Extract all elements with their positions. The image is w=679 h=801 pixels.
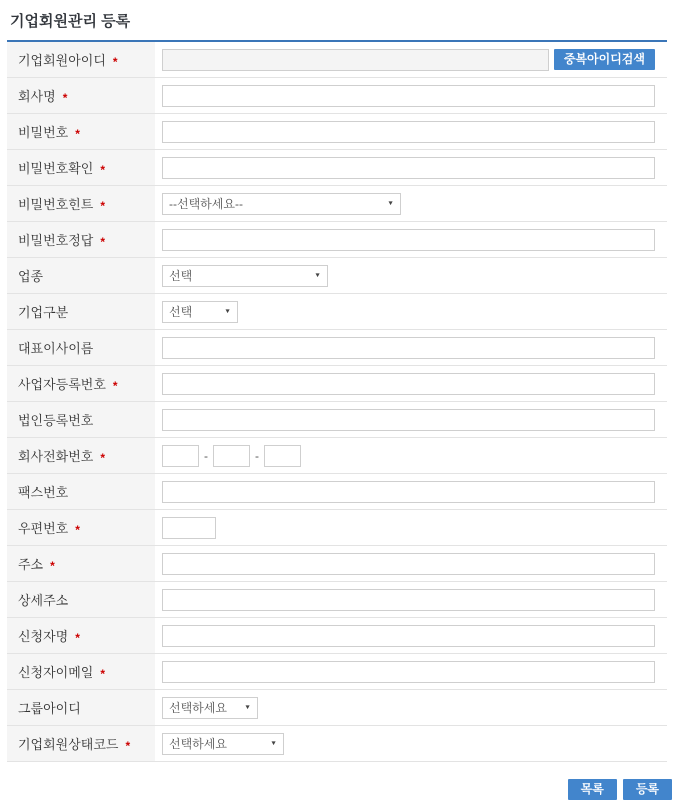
field-label-password-confirm (7, 150, 155, 185)
form-row-company-type (7, 294, 667, 330)
ceo-name-input[interactable] (162, 337, 655, 359)
required-marker: * (75, 630, 80, 645)
field-label-text: 그룹아이디 (18, 701, 81, 716)
field-value-cell (155, 42, 667, 77)
corporate-id-input[interactable] (162, 49, 549, 71)
field-label-fax-number (7, 474, 155, 509)
fax-number-input[interactable] (162, 481, 655, 503)
field-label-password (7, 114, 155, 149)
company-type-select[interactable] (162, 301, 238, 323)
form-row-zipcode (7, 510, 667, 546)
required-marker: * (100, 162, 106, 177)
form-row-applicant-name (7, 618, 667, 654)
field-label-address (7, 546, 155, 581)
field-value-cell (155, 330, 667, 365)
field-label-text: 기업회원아이디 (18, 53, 106, 68)
dropdown-arrow-icon: ▼ (270, 740, 277, 747)
required-marker: * (112, 378, 118, 393)
corporate-member-form (7, 40, 667, 762)
address-detail-input[interactable] (162, 589, 655, 611)
business-reg-number-input[interactable] (162, 373, 655, 395)
field-label-text: 상세주소 (18, 593, 69, 608)
zipcode-input[interactable] (162, 517, 216, 539)
field-value-cell (155, 294, 667, 329)
field-label-applicant-email (7, 654, 155, 689)
required-marker: * (125, 738, 131, 753)
form-row-industry (7, 258, 667, 294)
field-value-cell (155, 474, 667, 509)
form-row-applicant-email (7, 654, 667, 690)
field-label-text: 비밀번호정답 (18, 233, 94, 248)
selected-option-label: --선택하세요-- (169, 197, 243, 211)
field-value-cell (155, 186, 667, 221)
password-answer-input[interactable] (162, 229, 655, 251)
required-marker: * (100, 666, 106, 681)
field-label-text: 대표이사이름 (18, 341, 94, 356)
field-value-cell (155, 438, 667, 473)
field-label-text: 비밀번호힌트 (18, 197, 94, 212)
form-row-password-confirm (7, 150, 667, 186)
selected-option-label: 선택 (169, 269, 193, 283)
required-marker: * (75, 126, 80, 141)
form-row-password-hint (7, 186, 667, 222)
field-label-group-id (7, 690, 155, 725)
field-label-text: 회사명 (18, 89, 56, 104)
field-label-text: 사업자등록번호 (18, 377, 106, 392)
phone-part1-input[interactable] (162, 445, 199, 467)
field-value-cell (155, 150, 667, 185)
selected-option-label: 선택하세요 (169, 737, 227, 751)
field-value-cell (155, 78, 667, 113)
field-label-text: 신청자이메일 (18, 665, 94, 680)
required-marker: * (100, 198, 106, 213)
field-value-cell (155, 618, 667, 653)
field-label-address-detail (7, 582, 155, 617)
field-label-password-hint (7, 186, 155, 221)
field-label-text: 팩스번호 (18, 485, 69, 500)
field-value-cell (155, 258, 667, 293)
field-label-company-phone (7, 438, 155, 473)
form-row-ceo-name (7, 330, 667, 366)
dropdown-arrow-icon: ▼ (244, 704, 251, 711)
list-button[interactable]: 목록 (568, 779, 617, 800)
field-label-corporate-id (7, 42, 155, 77)
dropdown-arrow-icon: ▼ (224, 308, 231, 315)
password-confirm-input[interactable] (162, 157, 655, 179)
form-row-corporate-reg-number (7, 402, 667, 438)
required-marker: * (112, 54, 118, 69)
field-value-cell (155, 690, 667, 725)
phone-separator: - (255, 448, 259, 463)
applicant-name-input[interactable] (162, 625, 655, 647)
applicant-email-input[interactable] (162, 661, 655, 683)
footer-actions (7, 779, 672, 800)
address-input[interactable] (162, 553, 655, 575)
required-marker: * (50, 558, 55, 573)
form-row-business-reg-number (7, 366, 667, 402)
form-row-company-phone (7, 438, 667, 474)
field-label-text: 주소 (18, 557, 44, 572)
field-label-company-name (7, 78, 155, 113)
required-marker: * (75, 522, 80, 537)
form-row-address (7, 546, 667, 582)
required-marker: * (100, 234, 106, 249)
field-label-text: 신청자명 (18, 629, 69, 644)
field-label-corporate-reg-number (7, 402, 155, 437)
field-label-text: 법인등록번호 (18, 413, 94, 428)
field-label-business-reg-number (7, 366, 155, 401)
field-value-cell (155, 582, 667, 617)
page-title: 기업회원관리 등록 (10, 13, 131, 30)
corporate-reg-number-input[interactable] (162, 409, 655, 431)
selected-option-label: 선택하세요 (169, 701, 227, 715)
field-value-cell (155, 366, 667, 401)
selected-option-label: 선택 (169, 305, 193, 319)
form-row-corporate-id (7, 42, 667, 78)
field-value-cell (155, 654, 667, 689)
dropdown-arrow-icon: ▼ (314, 272, 321, 279)
field-label-applicant-name (7, 618, 155, 653)
dropdown-arrow-icon: ▼ (387, 200, 394, 207)
password-input[interactable] (162, 121, 655, 143)
member-status-select[interactable] (162, 733, 284, 755)
company-name-input[interactable] (162, 85, 655, 107)
field-label-text: 업종 (18, 269, 44, 284)
password-hint-select[interactable] (162, 193, 401, 215)
field-label-company-type (7, 294, 155, 329)
form-row-company-name (7, 78, 667, 114)
form-row-fax-number (7, 474, 667, 510)
field-value-cell (155, 402, 667, 437)
form-row-password-answer (7, 222, 667, 258)
required-marker: * (100, 450, 106, 465)
field-label-ceo-name (7, 330, 155, 365)
form-row-member-status-code (7, 726, 667, 762)
field-label-password-answer (7, 222, 155, 257)
industry-select[interactable] (162, 265, 328, 287)
form-row-address-detail (7, 582, 667, 618)
field-value-cell (155, 546, 667, 581)
field-value-cell (155, 114, 667, 149)
field-label-text: 기업회원상태코드 (18, 737, 119, 752)
form-row-group-id (7, 690, 667, 726)
phone-separator: - (204, 448, 208, 463)
duplicate-id-search-button[interactable]: 중복아이디검색 (554, 49, 655, 70)
field-value-cell (155, 510, 667, 545)
field-label-text: 우편번호 (18, 521, 69, 536)
field-value-cell (155, 222, 667, 257)
field-value-cell (155, 726, 667, 761)
field-label-text: 비밀번호확인 (18, 161, 94, 176)
field-label-member-status-code (7, 726, 155, 761)
field-label-zipcode (7, 510, 155, 545)
phone-part2-input[interactable] (213, 445, 250, 467)
register-button[interactable]: 등록 (623, 779, 672, 800)
field-label-industry (7, 258, 155, 293)
field-label-text: 회사전화번호 (18, 449, 94, 464)
required-marker: * (62, 90, 68, 105)
field-label-text: 비밀번호 (18, 125, 69, 140)
field-label-text: 기업구분 (18, 305, 69, 320)
group-id-select[interactable] (162, 697, 258, 719)
phone-part3-input[interactable] (264, 445, 301, 467)
form-row-password (7, 114, 667, 150)
